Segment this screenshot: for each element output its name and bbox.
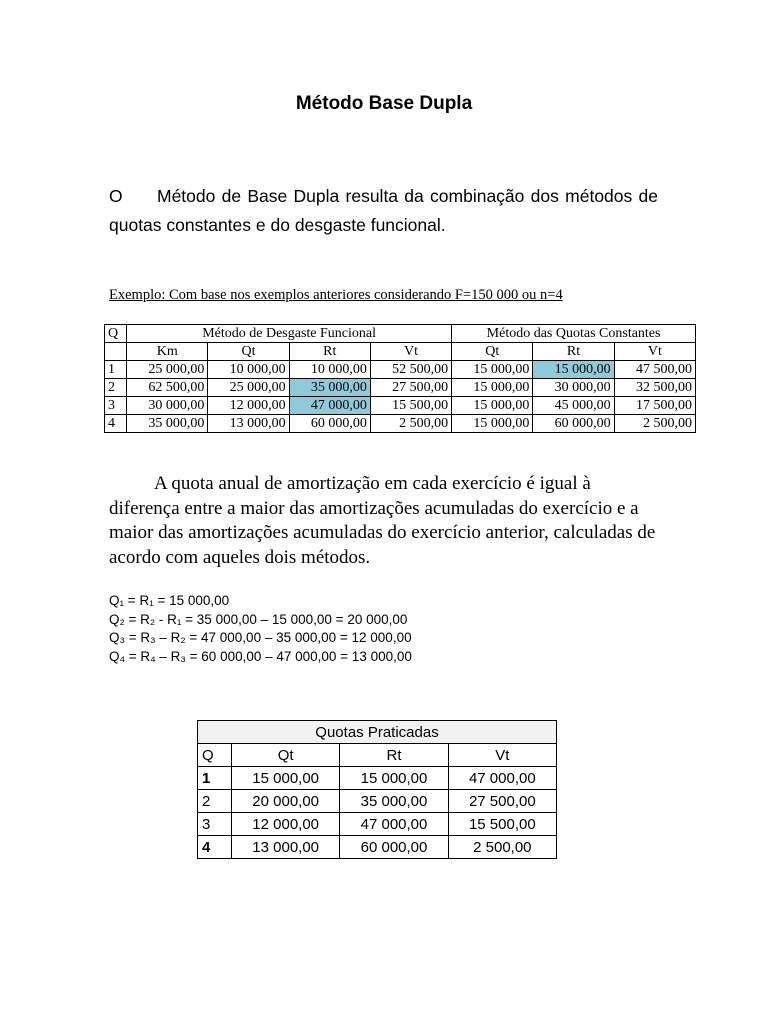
cell-rt-df: 60 000,00 [289,415,370,433]
cell-vt: 47 000,00 [448,767,556,790]
table-subheader-row [105,343,696,361]
cell-km: 62 500,00 [127,379,208,397]
cell-rt: 35 000,00 [340,790,448,813]
table-row [198,813,557,836]
group-header-desgaste-funcional: Método de Desgaste Funcional [127,325,452,343]
cell-qt-df: 13 000,00 [208,415,289,433]
row-q: 4 [198,836,232,859]
cell-rt-qc: 30 000,00 [533,379,614,397]
intro-text: Método de Base Dupla resulta da combinação dos métodos de quotas constantes e do desgaste funcional. [109,186,658,235]
row-q: 3 [198,813,232,836]
cell-km: 25 000,00 [127,361,208,379]
page-title: Método Base Dupla [295,93,473,114]
q-header: Q [105,325,127,343]
cell-vt-df: 27 500,00 [370,379,451,397]
equation-q2: Q₂ = R₂ - R₁ = 35 000,00 – 15 000,00 = 20 000,00 [109,611,408,627]
cell-qt: 15 000,00 [232,767,340,790]
col-header-rt: Rt [340,744,448,767]
cell-rt-df-highlighted: 35 000,00 [289,379,370,397]
col-header-q: Q [198,744,232,767]
cell-qt-df: 12 000,00 [208,397,289,415]
cell-km: 30 000,00 [127,397,208,415]
table-row [105,361,696,379]
cell-qt: 13 000,00 [232,836,340,859]
quotas-praticadas-table [197,720,557,859]
cell-vt-df: 2 500,00 [370,415,451,433]
row-q: 4 [105,415,127,433]
cell-vt-qc: 47 500,00 [614,361,695,379]
cell-rt-df: 10 000,00 [289,361,370,379]
col-header-vt: Vt [448,744,556,767]
cell-vt-df: 15 500,00 [370,397,451,415]
cell-vt: 27 500,00 [448,790,556,813]
cell-qt-df: 25 000,00 [208,379,289,397]
cell-vt-qc: 17 500,00 [614,397,695,415]
row-q: 2 [105,379,127,397]
col-header-qt-qc: Qt [452,343,533,361]
intro-paragraph [109,182,658,239]
col-header-qt: Qt [232,744,340,767]
table-header-row [198,744,557,767]
cell-rt-df-highlighted: 47 000,00 [289,397,370,415]
row-q: 1 [198,767,232,790]
q-subheader-empty [105,343,127,361]
cell-qt: 12 000,00 [232,813,340,836]
cell-qt-qc: 15 000,00 [452,361,533,379]
col-header-km: Km [127,343,208,361]
cell-qt-qc: 15 000,00 [452,415,533,433]
cell-qt-qc: 15 000,00 [452,379,533,397]
explanation-text: A quota anual de amortização em cada exercício é igual à diferença entre a maior das amortizações acumuladas do exercício e a maior das amortizações acumuladas do exercício anterior, calculadas de acordo com aqueles dois métodos. [109,473,656,568]
table-row [198,790,557,813]
equation-q4: Q₄ = R₄ – R₃ = 60 000,00 – 47 000,00 = 13 000,00 [109,648,412,664]
col-header-rt-df: Rt [289,343,370,361]
cell-vt-qc: 32 500,00 [614,379,695,397]
cell-rt: 60 000,00 [340,836,448,859]
equation-q1: Q₁ = R₁ = 15 000,00 [109,593,230,608]
intro-lead-letter: O [109,186,123,206]
cell-rt: 15 000,00 [340,767,448,790]
example-caption: Exemplo: Com base nos exemplos anteriores considerando F=150 000 ou n=4 [109,287,563,303]
depreciation-comparison-table [104,324,696,433]
col-header-vt-df: Vt [370,343,451,361]
cell-qt: 20 000,00 [232,790,340,813]
table-row [105,415,696,433]
cell-qt-df: 10 000,00 [208,361,289,379]
cell-vt: 2 500,00 [448,836,556,859]
col-header-rt-qc: Rt [533,343,614,361]
table-row [105,379,696,397]
cell-km: 35 000,00 [127,415,208,433]
equations-block [109,592,412,666]
cell-rt-qc-highlighted: 15 000,00 [533,361,614,379]
table-row [105,397,696,415]
col-header-qt-df: Qt [208,343,289,361]
cell-qt-qc: 15 000,00 [452,397,533,415]
cell-vt-qc: 2 500,00 [614,415,695,433]
group-header-quotas-constantes: Método das Quotas Constantes [452,325,696,343]
cell-vt: 15 500,00 [448,813,556,836]
row-q: 3 [105,397,127,415]
cell-vt-df: 52 500,00 [370,361,451,379]
col-header-vt-qc: Vt [614,343,695,361]
cell-rt-qc: 45 000,00 [533,397,614,415]
explanation-paragraph [109,472,658,570]
row-q: 1 [105,361,127,379]
row-q: 2 [198,790,232,813]
cell-rt: 47 000,00 [340,813,448,836]
table-row [198,767,557,790]
table-title-row [198,721,557,744]
table-header-row [105,325,696,343]
equation-q3: Q₃ = R₃ – R₂ = 47 000,00 – 35 000,00 = 12 000,00 [109,630,412,645]
table-row [198,836,557,859]
cell-rt-qc: 60 000,00 [533,415,614,433]
quotas-praticadas-title: Quotas Praticadas [198,721,557,744]
